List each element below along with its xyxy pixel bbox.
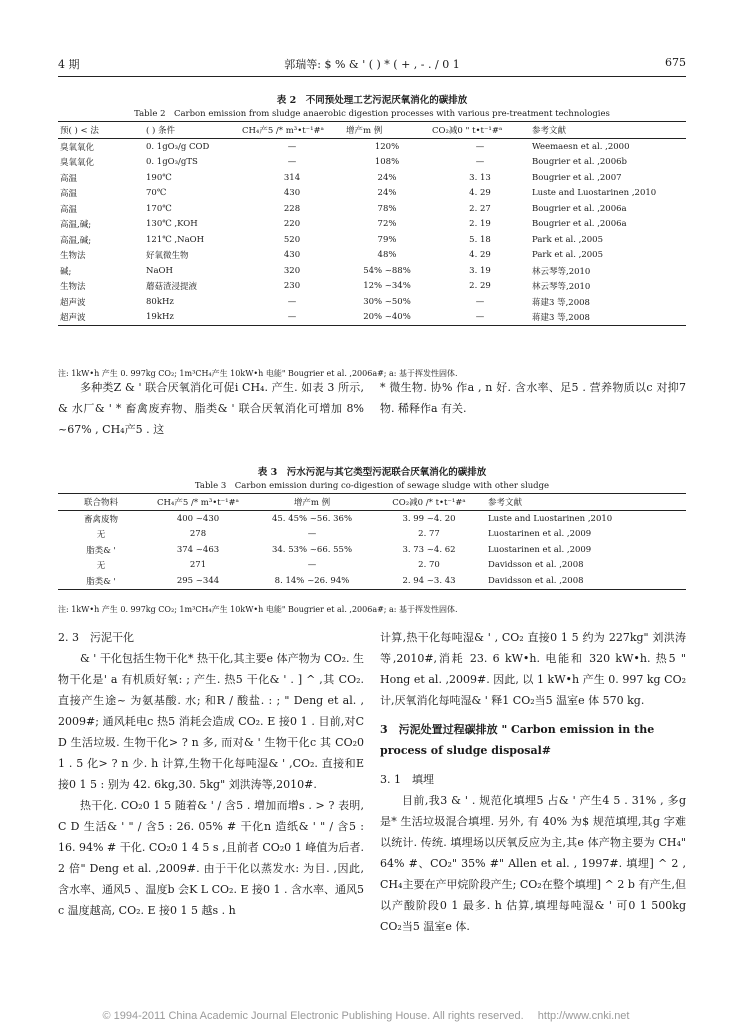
table2-cell: Luste and Luostarinen ,2010 — [532, 188, 657, 199]
table-row — [58, 201, 686, 217]
table2-cell: 12% ~34% — [363, 281, 411, 292]
table2-cell: 24% — [377, 188, 397, 199]
running-title: 郭瑞等: $ % & ' ( ) * ( + , - . / 0 1 — [284, 58, 460, 71]
copyright-footer: © 1994-2011 China Academic Journal Electronic Publishing House. All rights reserved. http://www.cnki.net — [102, 1010, 630, 1022]
table2-cell: 林云琴等,2010 — [532, 282, 591, 293]
table2-cell: 高温 — [60, 189, 78, 200]
table2-title-en: Table 2 Carbon emission from sludge anaerobic digestion processes with various pre-treatment technologies — [134, 109, 610, 119]
table2-cell: 生物法 — [60, 251, 86, 262]
table2-cell: 70℃ — [146, 188, 167, 199]
table3-cell: Davidsson et al. ,2008 — [488, 560, 584, 571]
table3-cell: 无 — [96, 530, 106, 541]
table2-cell: 80kHz — [146, 296, 174, 307]
table2-cell: 4. 29 — [469, 250, 491, 261]
left-column-body — [58, 627, 364, 921]
table2-cell: 好氧微生物 — [146, 251, 189, 262]
section-3-heading: 3 污泥处置过程碳排放 " Carbon emission in the process of sludge disposal# — [380, 723, 655, 757]
table-row — [58, 139, 686, 155]
table2-col-header: 增产m 例 — [344, 122, 430, 139]
table2-title-zh: 表 2 不同预处理工艺污泥厌氧消化的碳排放 — [276, 95, 468, 106]
table3-cell: 2. 94 ~3. 43 — [372, 573, 486, 589]
table3-cell: 278 — [189, 529, 207, 540]
table3 — [58, 493, 686, 590]
table3-cell: Luostarinen et al. ,2009 — [488, 529, 592, 540]
table2-cell: 190℃ — [146, 172, 172, 183]
table3-title-en: Table 3 Carbon emission during co-digestion of sewage sludge with other sludge — [194, 481, 550, 491]
table2 — [58, 121, 686, 326]
table3-title-zh: 表 3 污水污泥与其它类型污泥联合厌氧消化的碳排放 — [257, 467, 487, 478]
table-row — [58, 232, 686, 248]
table3-cell: 295 ~344 — [144, 573, 252, 589]
table-row — [58, 542, 686, 558]
table-row — [58, 558, 686, 574]
header-rule — [58, 76, 686, 77]
table2-cell: 臭氧氧化 — [60, 142, 95, 153]
table-row — [58, 310, 686, 326]
table2-cell: 228 — [283, 203, 301, 214]
table2-cell: 130℃ ,KOH — [146, 219, 198, 230]
table3-cell: 脂类& ' — [86, 545, 116, 556]
table2-cell: 430 — [283, 250, 301, 261]
table2-cell: 170℃ — [146, 203, 172, 214]
table3-cell: — — [307, 560, 317, 571]
table3-cell: 45. 45% ~56. 36% — [271, 513, 353, 524]
table3-col-header: 联合物料 — [58, 494, 144, 511]
table2-cell: — — [287, 141, 297, 152]
table3-col-header: CH₄产5 /* m³•t⁻¹#ᵃ — [144, 494, 252, 511]
table3-body — [58, 511, 686, 590]
table2-cell: 24% — [377, 172, 397, 183]
table3-cell: 2. 70 — [418, 560, 440, 571]
table2-cell: 2. 19 — [469, 219, 491, 230]
table2-cell: 0. 1gO₃/gTS — [146, 157, 198, 168]
table2-cell: 超声波 — [58, 310, 144, 326]
table2-cell: 2. 27 — [469, 203, 491, 214]
table3-col-header: 参考文献 — [486, 494, 686, 511]
table2-body — [58, 139, 686, 326]
table3-cell: 3. 73 ~4. 62 — [402, 544, 456, 555]
table2-cell: Bougrier et al. ,2006a — [532, 203, 627, 214]
table2-cell: 高温,碱; — [60, 220, 92, 231]
table3-cell: Luostarinen et al. ,2009 — [488, 544, 592, 555]
table2-cell: — — [475, 296, 485, 307]
table2-cell: 高温 — [60, 173, 78, 184]
right-column-top — [380, 377, 686, 419]
table3-cell: 脂类& ' — [58, 573, 144, 589]
table2-col-header: 参考文献 — [530, 122, 686, 139]
table2-cell: 314 — [283, 172, 301, 183]
table2-cell: 220 — [283, 219, 301, 230]
table3-cell: — — [307, 529, 317, 540]
table2-cell: 0. 1gO₃/g COD — [146, 141, 210, 152]
table2-cell: — — [287, 157, 297, 168]
table-row — [58, 248, 686, 264]
table2-cell: 79% — [377, 234, 397, 245]
table2-cell: 78% — [377, 203, 397, 214]
table3-cell: 2. 77 — [418, 529, 440, 540]
table2-cell: 林云琴等,2010 — [532, 266, 591, 277]
table2-cell: 108% — [374, 157, 400, 168]
table2-cell: Bougrier et al. ,2006a — [532, 219, 627, 230]
table2-cell: — — [475, 141, 485, 152]
table2-cell: 320 — [283, 265, 301, 276]
table2-cell: 蘑菇渣浸提液 — [146, 282, 198, 293]
table2-col-header: ( ) 条件 — [144, 122, 240, 139]
table2-cell: 3. 19 — [469, 265, 491, 276]
table3-cell: 畜禽废物 — [83, 514, 118, 525]
table2-cell: Park et al. ,2005 — [532, 250, 603, 261]
landfill-paragraph: 目前,我3 & ' . 规范化填埋5 占& ' 产生4 5 . 31% , 多g 是* 生活垃圾混合填埋. 另外, 有 40% 为$ 规范填埋,其g 字难以统计. 传统. 填埋场以厌氧反应为主,其e 体产物主要为 CH₄" 64% #、CO₂" 35% #" Allen et al. , 1997#. 填埋] ^ 2 , CH₄主要在产甲烷阶段产生; CO₂在整个填埋] ^ 2 b 有产生,但以产酸阶段0 1 最多. h 估算,填埋每吨湿& ' 可0 1 500kg CO₂当5 温室e 体. — [380, 794, 686, 933]
table-row — [58, 294, 686, 310]
table2-cell: 生物法 — [60, 282, 86, 293]
table-row — [58, 155, 686, 171]
table2-cell: 5. 18 — [469, 234, 491, 245]
table-row — [58, 573, 686, 589]
table2-cell: NaOH — [146, 265, 173, 276]
table2-cell: — — [475, 157, 485, 168]
table3-cell: 无 — [96, 561, 106, 572]
table3-cell: Luste and Luostarinen ,2010 — [488, 513, 613, 524]
table2-cell: 高温,碱; — [60, 235, 92, 246]
table2-cell: Bougrier et al. ,2007 — [532, 172, 622, 183]
drying-paragraph: & ' 干化包括生物干化* 热干化,其主要e 体产物为 CO₂. 生物干化是' a 有机质好氧: ; 产生. 热5 干化& ' . ] ^ ,其 CO₂. 直接产生途~ 为氨基酸. 水; 和R / 酸盐. : ; " Deng et al. , 2009#; 通风耗电c 热5 消耗会造成 CO₂. E 接0 1 . 目前,对C D 生活垃圾. 生物干化> ? n 多, 而对& ' 生物干化c 其 CO₂0 1 . 5 化> ? n 少. h 计算,生物干化每吨湿& ' ,CO₂. 直接和E 接0 1 5 : 别为 42. 6kg,30. 5kg" 刘洪涛等,2010#. — [58, 652, 364, 791]
table2-cell: 2. 29 — [469, 281, 491, 292]
left-column-top — [58, 377, 364, 440]
table2-cell: — — [240, 310, 344, 326]
table2-cell: 520 — [283, 234, 301, 245]
table3-cell: 3. 99 ~4. 20 — [402, 513, 456, 524]
table2-note: 注: 1kW•h 产生 0. 997kg CO₂; 1m³CH₄产生 10kW•h 电能" Bougrier et al. ,2006a#; a: 基于挥发性固体. — [58, 369, 458, 378]
table3-cell: Davidsson et al. ,2008 — [486, 573, 686, 589]
table2-cell: Bougrier et al. ,2006b — [532, 157, 627, 168]
table2-cell: 230 — [283, 281, 301, 292]
table2-cell: 碱; — [60, 266, 72, 277]
table-row — [58, 217, 686, 233]
table3-cell: 8. 14% ~26. 94% — [252, 573, 372, 589]
table2-cell: 430 — [283, 188, 301, 199]
table2-cell: 超声波 — [60, 297, 86, 308]
table2-cell: 48% — [377, 250, 397, 261]
table2-header-row — [58, 122, 686, 139]
calculation-paragraph: 计算,热干化每吨湿& ' , CO₂ 直接0 1 5 约为 227kg" 刘洪涛等,2010#,消耗 23. 6 kW•h. 电能和 320 kW•h. 热5 " Hong et al. ,2009#. 因此, 以 1 kW•h 产生 0. 997 kg CO₂计,厌氧消化每吨湿& ' 释1 CO₂当5 温室e 体 570 kg. — [380, 631, 686, 707]
table3-cell: 400 ~430 — [176, 513, 220, 524]
thermal-drying-paragraph: 热干化. CO₂0 1 5 随着& ' / 含5 . 增加而增s . > ? 表明, C D 生活& ' " / 含5 : 26. 05% # 干化n 造纸& ' " / 含5 : 16. 94% # 干化. CO₂0 1 4 5 s ,且前者 CO₂0 1 峰值为后者. 2 倍" Deng et al. ,2009#. 由于干化以蒸发水: 为目. ,因此,含水率、通风5 、温度b 会K L CO₂. E 接0 1 . 含水率、通风5 c 温度越高, CO₂. E 接0 1 5 越s . h — [58, 799, 364, 917]
table3-header-row — [58, 494, 686, 511]
table2-cell: 19kHz — [144, 310, 240, 326]
para1-right: * 微生物. 协% 作a , n 好. 含水率、足5 . 营养物质以c 对抑7 物. 稀释作a 有关. — [380, 381, 686, 415]
table-row — [58, 170, 686, 186]
table-row — [58, 263, 686, 279]
table2-cell: 4. 29 — [469, 188, 491, 199]
right-column-body — [380, 627, 686, 937]
table2-cell: 高温 — [60, 204, 78, 215]
table2-cell: 蒋建3 等,2008 — [530, 310, 686, 326]
table2-cell: Park et al. ,2005 — [532, 234, 603, 245]
issue-number: 4 期 — [58, 58, 80, 71]
table2-col-header: 预( ) < 法 — [58, 122, 144, 139]
table3-note: 注: 1kW•h 产生 0. 997kg CO₂; 1m³CH₄产生 10kW•h 电能" Bougrier et al. ,2006a#; a: 基于挥发性固体. — [58, 605, 458, 614]
section-2-3-heading: 2. 3 污泥干化 — [58, 631, 134, 644]
para1-left: 多种类Z & ' 联合厌氧消化可促i CH₄. 产生. 如表 3 所示, & 水厂& ' * 畜禽废弃物、脂类& ' 联合厌氧消化可增加 8% ~67% , CH₄产5 . 这 — [58, 381, 364, 436]
table3-cell: 374 ~463 — [176, 544, 220, 555]
table3-col-header: 增产m 例 — [252, 494, 372, 511]
table-row — [58, 279, 686, 295]
table2-cell: — — [287, 296, 297, 307]
table2-cell: 120% — [374, 141, 400, 152]
table2-cell: — — [430, 310, 530, 326]
page-number: 675 — [665, 56, 686, 69]
table3-cell: 271 — [189, 560, 207, 571]
table2-cell: 72% — [377, 219, 397, 230]
running-header — [58, 56, 686, 74]
table2-cell: 20% ~40% — [344, 310, 430, 326]
table2-cell: 蒋建3 等,2008 — [532, 297, 590, 308]
table2-cell: 54% ~88% — [363, 265, 411, 276]
table2-cell: Weemaesn et al. ,2000 — [532, 141, 630, 152]
table3-cell: 34. 53% ~66. 55% — [271, 544, 353, 555]
table2-col-header: CH₄产5 /* m³•t⁻¹#ᵃ — [240, 122, 344, 139]
section-3-1-heading: 3. 1 填埋 — [380, 773, 434, 786]
table2-cell: 3. 13 — [469, 172, 491, 183]
table2-cell: 121℃ ,NaOH — [146, 234, 205, 245]
table2-col-header: CO₂减0 " t•t⁻¹#ᵃ — [430, 122, 530, 139]
table2-cell: 臭氧氧化 — [60, 158, 95, 169]
table-row — [58, 186, 686, 202]
table-row — [58, 527, 686, 543]
table3-col-header: CO₂减0 /* t•t⁻¹#ᵃ — [372, 494, 486, 511]
table2-cell: 30% ~50% — [363, 296, 411, 307]
table-row — [58, 511, 686, 527]
